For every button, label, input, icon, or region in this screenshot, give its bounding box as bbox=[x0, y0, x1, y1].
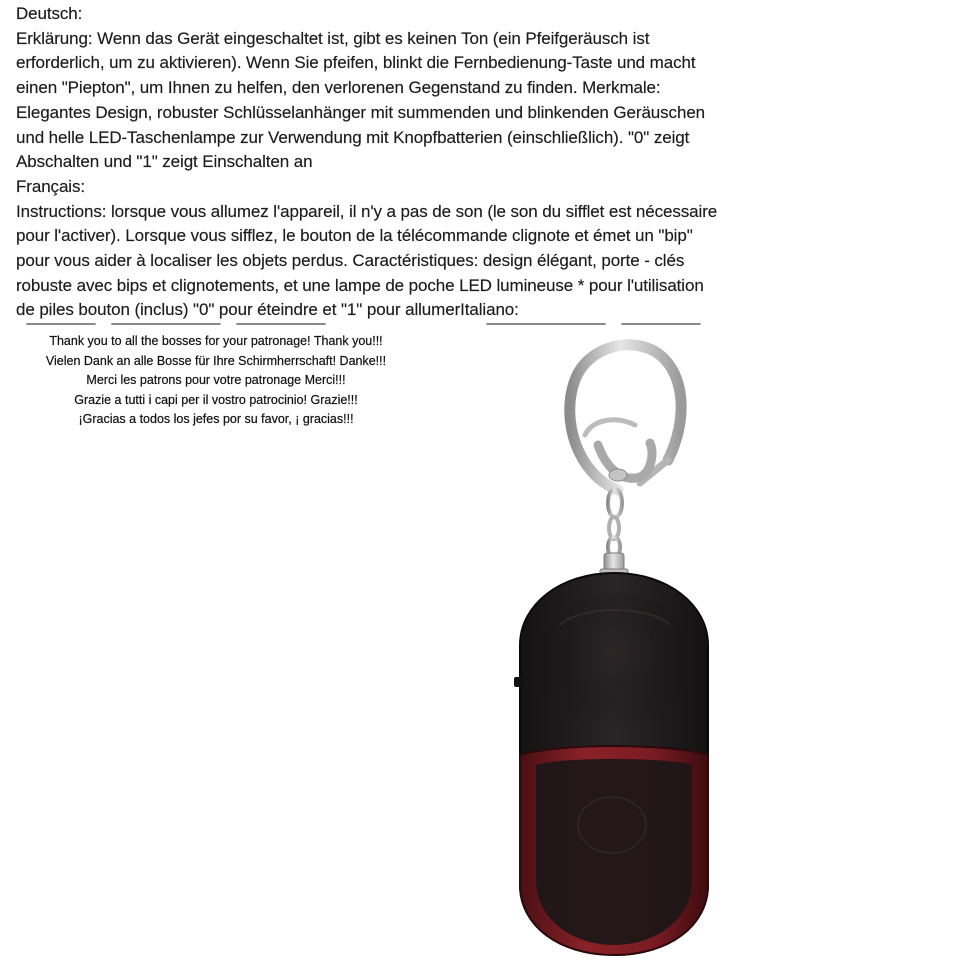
thanks-line-spanish: ¡Gracias a todos los jefes por su favor, ¡ gracias!!! bbox=[78, 412, 354, 427]
description-line: pour l'activer). Lorsque vous sifflez, le bouton de la télécommande clignote et émet un "bip" bbox=[16, 226, 693, 246]
description-line: Erklärung: Wenn das Gerät eingeschaltet ist, gibt es keinen Ton (ein Pfeifgeräusch ist bbox=[16, 28, 650, 48]
description-line: de piles bouton (inclus) "0" pour éteindre et "1" pour allumerItaliano: bbox=[16, 300, 519, 320]
key-finder-image bbox=[500, 325, 740, 960]
description-line: Instructions: lorsque vous allumez l'appareil, il n'y a pas de son (le son du sifflet est nécessaire bbox=[16, 201, 718, 221]
thanks-line-french: Merci les patrons pour votre patronage Merci!!! bbox=[86, 373, 346, 388]
description-line: robuste avec bips et clignotements, et une lampe de poche LED lumineuse * pour l'utilisation bbox=[16, 275, 704, 295]
heading-deutsch: Deutsch: bbox=[16, 4, 83, 23]
thanks-line-german: Vielen Dank an alle Bosse für Ihre Schirmherrschaft! Danke!!! bbox=[45, 353, 387, 368]
carabiner-ring bbox=[570, 345, 681, 490]
heading-francais: Français: bbox=[16, 176, 86, 196]
thanks-line-english: Thank you to all the bosses for your patronage! Thank you!!! bbox=[49, 334, 383, 348]
thank-you-block bbox=[16, 332, 416, 430]
description-line: pour vous aider à localiser les objets perdus. Caractéristiques: design élégant, porte - clés bbox=[16, 251, 685, 271]
description-line: und helle LED-Taschenlampe zur Verwendung mit Knopfbatterien (einschließlich). "0" zeigt bbox=[16, 127, 690, 147]
description-line: Abschalten und "1" zeigt Einschalten an bbox=[16, 152, 313, 172]
whistle-key-finder-icon bbox=[500, 325, 740, 960]
description-text bbox=[16, 2, 776, 323]
description-line: erforderlich, um zu aktivieren). Wenn Sie pfeifen, blinkt die Fernbedienung-Taste und macht bbox=[16, 53, 696, 73]
description-line: Elegantes Design, robuster Schlüsselanhänger mit summenden und blinkenden Geräuschen bbox=[16, 102, 706, 122]
thanks-line-italian: Grazie a tutti i capi per il vostro patrocinio! Grazie!!! bbox=[74, 392, 358, 407]
description-line: einen "Piepton", um Ihnen zu helfen, den verlorenen Gegenstand zu finden. Merkmale: bbox=[16, 78, 661, 98]
